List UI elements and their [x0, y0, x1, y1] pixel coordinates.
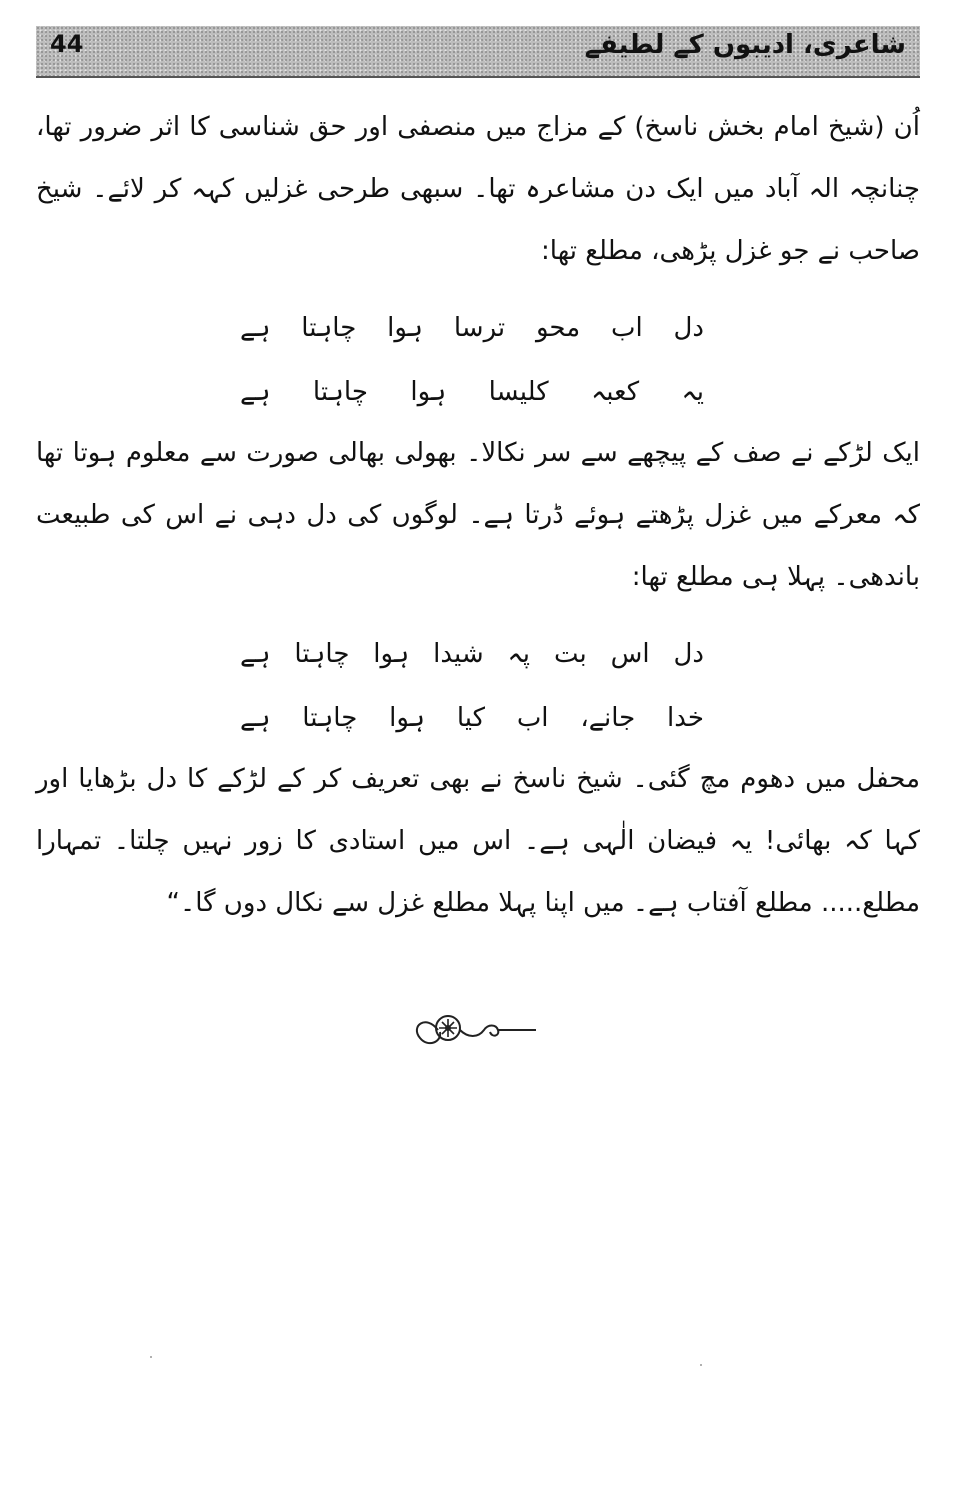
paragraph-conclusion: محفل میں دھوم مچ گئی۔ شیخ ناسخ نے بھی تعریف کر کے لڑکے کا دل بڑھایا اور کہا کہ بھائی! یہ فیضان الٰہی ہے۔ اس میں استادی کا زور نہیں چلتا۔ تمہارا مطلع..... مطلع آفتاب ہے۔ میں اپنا پہلا مطلع غزل سے نکال دوں گا۔“: [36, 764, 920, 918]
paper-speck: [150, 1356, 152, 1358]
floral-ornament-icon: [412, 1008, 536, 1054]
paragraph-intro: اُن (شیخ امام بخش ناسخ) کے مزاج میں منصفی اور حق شناسی کا اثر ضرور تھا، چنانچہ الہ آباد میں ایک دن مشاعرہ تھا۔ سبھی طرحی غزلیں کہہ کر لائے۔ شیخ صاحب نے جو غزل پڑھی، مطلع تھا:: [36, 112, 920, 266]
paragraph-boy: ایک لڑکے نے صف کے پیچھے سے سر نکالا۔ بھولی بھالی صورت سے معلوم ہوتا تھا کہ معرکے میں غزل پڑھتے ہوئے ڈرتا ہے۔ لوگوں کی دل دہی نے اس کی طبیعت باندھی۔ پہلا ہی مطلع تھا:: [36, 438, 920, 592]
verse-line: خدا جانے، اب کیا ہوا چاہتا ہے: [240, 703, 704, 733]
page-number: 44: [50, 30, 84, 58]
verse-line: یہ کعبہ کلیسا ہوا چاہتا ہے: [240, 377, 704, 407]
verse-line: دل اس بت پہ شیدا ہوا چاہتا ہے: [240, 639, 704, 669]
couplet-shaikh: [240, 296, 704, 424]
running-title: شاعری، ادیبوں کے لطیفے: [584, 30, 906, 60]
couplet-boy: [240, 622, 704, 750]
verse-line: دل اب محو ترسا ہوا چاہتا ہے: [240, 313, 704, 343]
paper-speck: [700, 1364, 702, 1366]
